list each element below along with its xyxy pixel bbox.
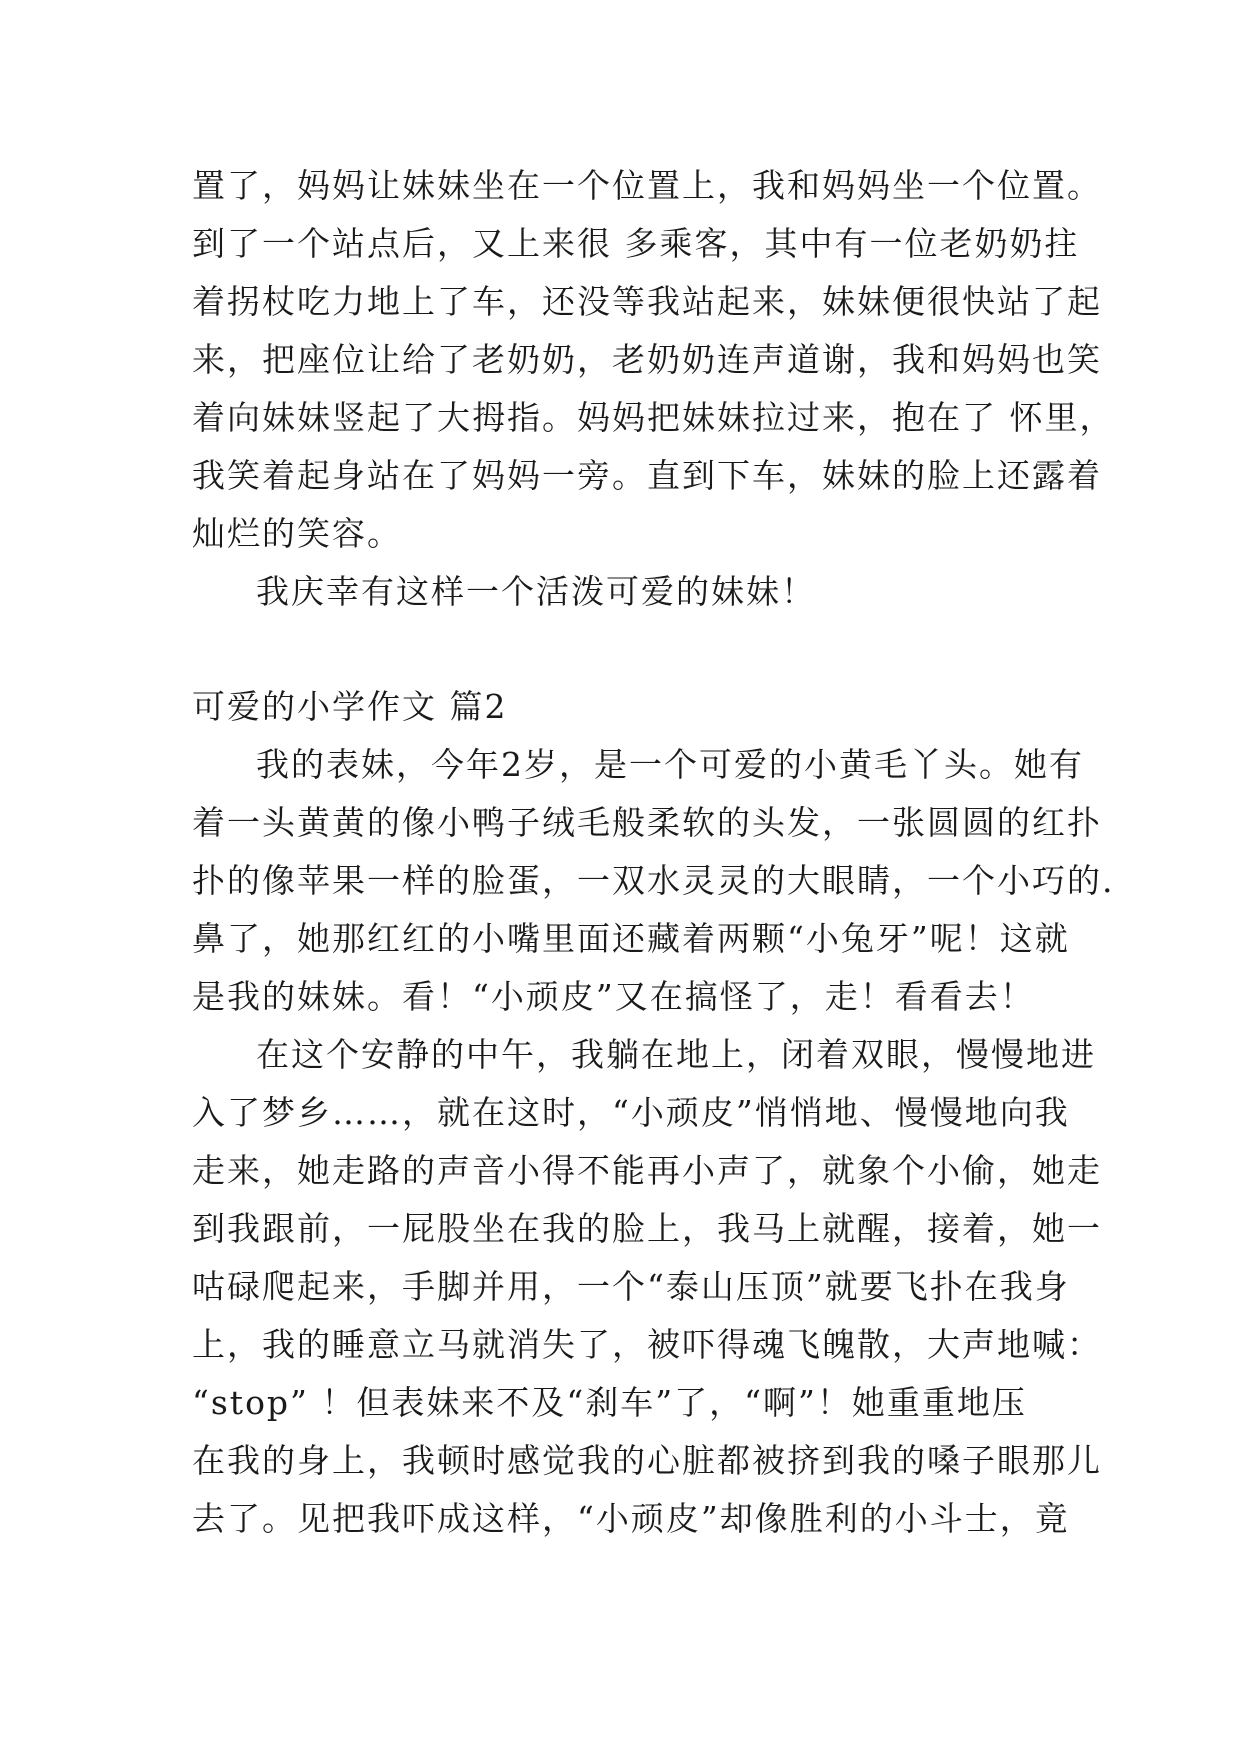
text-line: 着一头黄黄的像小鸭子绒毛般柔软的头发，一张圆圆的红扑 (192, 803, 1102, 842)
text-line: 着向妹妹竖起了大拇指。妈妈把妹妹拉过来，抱在了 怀里， (192, 398, 1115, 437)
text-line: “stop” ！但表妹来不及“刹车”了，“啊”！她重重地压 (192, 1383, 1027, 1422)
text-line: 在我的身上，我顿时感觉我的心脏都被挤到我的嗓子眼那儿 (192, 1441, 1102, 1480)
text-line: 鼻了，她那红红的小嘴里面还藏着两颗“小兔牙”呢！这就 (192, 919, 1070, 958)
text-line: 到我跟前，一屁股坐在我的脸上，我马上就醒，接着，她一 (192, 1209, 1102, 1248)
closing-sentence: 我庆幸有这样一个活泼可爱的妹妹！ (256, 572, 816, 611)
section-heading: 可爱的小学作文 篇2 (192, 687, 508, 726)
text-line: 我笑着起身站在了妈妈一旁。直到下车，妹妹的脸上还露着 (192, 456, 1102, 495)
text-line: 着拐杖吃力地上了车，还没等我站起来，妹妹便很快站了起 (192, 282, 1102, 321)
text-line: 在这个安静的中午，我躺在地上，闭着双眼，慢慢地进 (256, 1035, 1096, 1074)
text-line: 上，我的睡意立马就消失了，被吓得魂飞魄散，大声地喊： (192, 1325, 1102, 1364)
text-line: 来，把座位让给了老奶奶，老奶奶连声道谢，我和妈妈也笑 (192, 340, 1102, 379)
text-line: 灿烂的笑容。 (192, 514, 402, 553)
text-line: 是我的妹妹。看！“小顽皮”又在搞怪了，走！看看去！ (192, 977, 1035, 1016)
text-line: 置了，妈妈让妹妹坐在一个位置上，我和妈妈坐一个位置。 (192, 166, 1102, 205)
text-line: 走来，她走路的声音小得不能再小声了，就象个小偷，她走 (192, 1151, 1102, 1190)
text-line: 咕碌爬起来，手脚并用，一个“泰山压顶”就要飞扑在我身 (192, 1267, 1070, 1306)
text-line: 我的表妹，今年2岁，是一个可爱的小黄毛丫头。她有 (256, 745, 1084, 784)
text-line: 入了梦乡……，就在这时，“小顽皮”悄悄地、慢慢地向我 (192, 1093, 1070, 1132)
text-line: 去了。见把我吓成这样，“小顽皮”却像胜利的小斗士，竟 (192, 1499, 1070, 1538)
text-line: 到了一个站点后，又上来很 多乘客，其中有一位老奶奶拄 (192, 224, 1080, 263)
text-line: 扑的像苹果一样的脸蛋，一双水灵灵的大眼睛，一个小巧的. (192, 861, 1115, 900)
